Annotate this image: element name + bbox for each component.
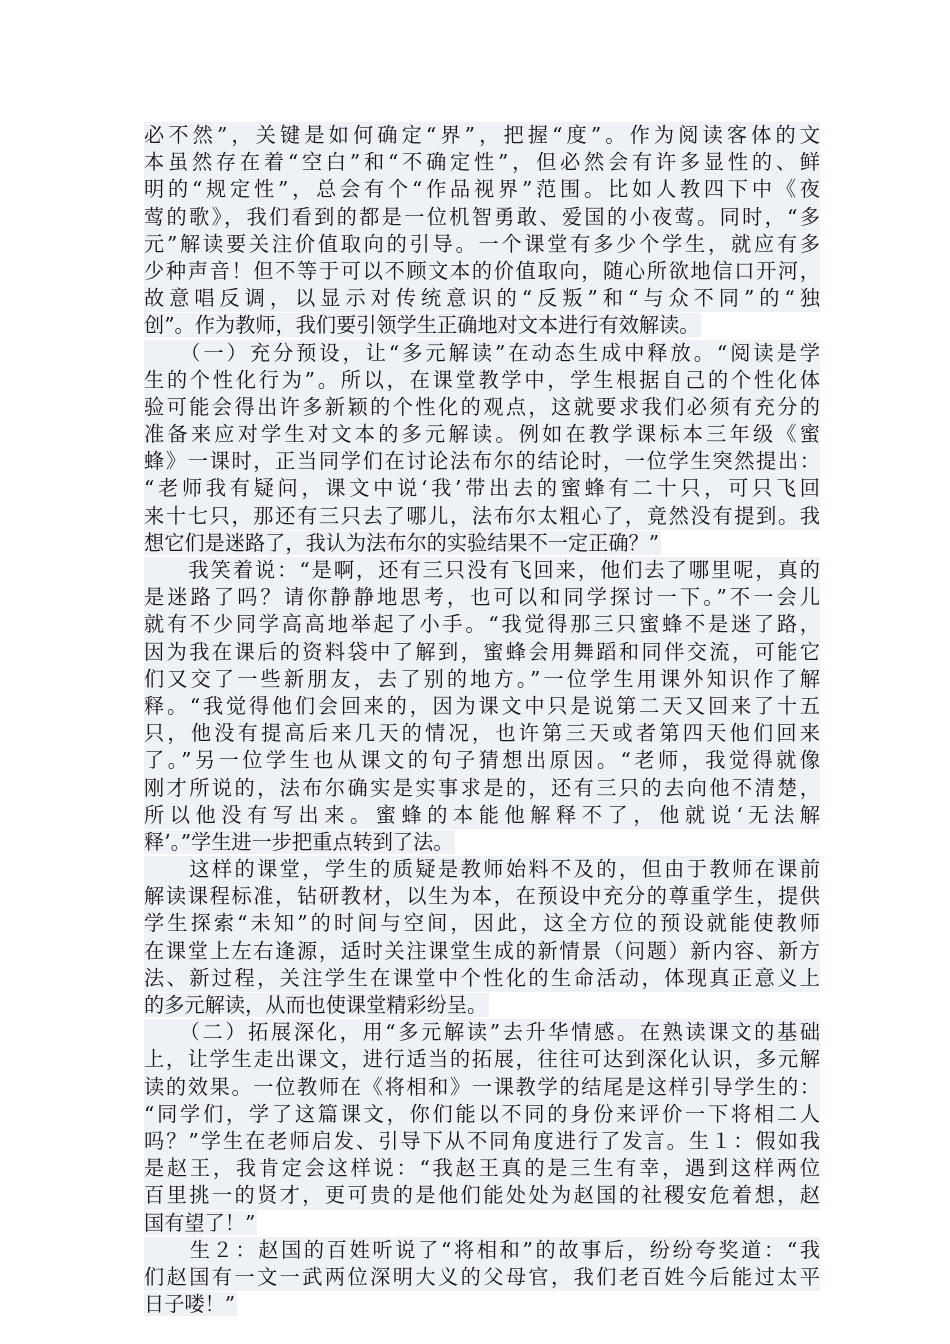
text-line <box>144 340 820 367</box>
text-line <box>144 611 820 638</box>
text-line-content: 元”解读要关注价值取向的引导。一个课堂有多少个学生，就应有多 <box>144 231 820 258</box>
text-line <box>144 747 820 774</box>
text-line <box>144 448 820 475</box>
text-line <box>144 557 820 584</box>
text-line <box>144 829 820 856</box>
text-line <box>144 1237 820 1264</box>
text-line-content: 读的效果。一位教师在《将相和》一课教学的结尾是这样引导学生的： <box>144 1074 820 1101</box>
text-line-content: 百里挑一的贤才，更可贵的是他们能处处为赵国的社稷安危着想，赵 <box>144 1182 820 1209</box>
text-line-content: 上，让学生走出课文，进行适当的拓展，往往可达到深化认识，多元解 <box>144 1046 820 1073</box>
text-line <box>144 530 820 557</box>
text-line-content: 们赵国有一文一武两位深明大义的父母官，我们老百姓今后能过太平 <box>144 1264 820 1291</box>
text-line-content: “同学们，学了这篇课文，你们能以不同的身份来评价一下将相二人 <box>144 1101 820 1128</box>
text-line <box>144 204 820 231</box>
text-line-content: 本虽然存在着“空白”和“不确定性”，但必然会有许多显性的、鲜 <box>144 149 820 176</box>
text-line-content: 准备来应对学生对文本的多元解读。例如在教学课标本三年级《蜜 <box>144 421 820 448</box>
text-line-content: 所以他没有写出来。蜜蜂的本能他解释不了，他就说‘无法解 <box>144 802 820 829</box>
text-line-content: （一）充分预设，让“多元解读”在动态生成中释放。“阅读是学 <box>144 340 820 367</box>
text-line <box>144 1074 820 1101</box>
text-line-content: 们又交了一些新朋友，去了别的地方。”一位学生用课外知识作了解 <box>144 666 820 693</box>
text-line <box>144 122 820 149</box>
text-line-content: 吗？”学生在老师启发、引导下从不同角度进行了发言。生１：假如我 <box>144 1128 820 1155</box>
text-line <box>144 1210 820 1237</box>
document-body <box>144 122 820 1318</box>
text-line <box>144 910 820 937</box>
text-line-content: 验可能会得出许多新颖的个性化的观点，这就要求我们必须有充分的 <box>144 394 820 421</box>
text-line <box>144 639 820 666</box>
text-line-content: 想它们是迷路了，我认为法布尔的实验结果不一定正确？” <box>144 530 660 555</box>
text-line-content: 在课堂上左右逢源，适时关注课堂生成的新情景（问题）新内容、新方 <box>144 938 820 965</box>
text-line-content: 是赵王，我肯定会这样说：“我赵王真的是三生有幸，遇到这样两位 <box>144 1155 820 1182</box>
text-line-content: 日子喽！” <box>144 1292 236 1317</box>
text-line-content: 少种声音！但不等于可以不顾文本的价值取向，随心所欲地信口开河， <box>144 258 820 285</box>
text-line-content: 来十七只，那还有三只去了哪儿，法布尔太粗心了，竟然没有提到。我 <box>144 503 820 530</box>
text-line <box>144 149 820 176</box>
text-line-content: 因为我在课后的资料袋中了解到，蜜蜂会用舞蹈和同伴交流，可能它 <box>144 639 820 666</box>
text-line <box>144 802 820 829</box>
text-line-content: （二）拓展深化，用“多元解读”去升华情感。在熟读课文的基础 <box>144 1019 820 1046</box>
text-line-content: 的多元解读，从而也使课堂精彩纷呈。 <box>144 993 488 1017</box>
text-line <box>144 1019 820 1046</box>
text-line <box>144 883 820 910</box>
text-line-content: 故意唱反调，以显示对传统意识的“反叛”和“与众不同”的“独 <box>144 285 820 312</box>
text-line-content: 创”。作为教师，我们要引领学生正确地对文本进行有效解读。 <box>144 313 700 338</box>
text-line-content: 生的个性化行为”。所以，在课堂教学中，学生根据自己的个性化体 <box>144 367 820 394</box>
text-line-content: 解读课程标准，钻研教材，以生为本，在预设中充分的尊重学生，提供 <box>144 883 820 910</box>
text-line <box>144 666 820 693</box>
text-line <box>144 1182 820 1209</box>
text-line <box>144 992 820 1019</box>
text-line <box>144 856 820 883</box>
text-line-content: “老师我有疑问，课文中说‘我’带出去的蜜蜂有二十只，可只飞回 <box>144 475 820 502</box>
text-line <box>144 394 820 421</box>
text-line <box>144 965 820 992</box>
text-line-content: 学生探索“未知”的时间与空间，因此，这全方位的预设就能使教师 <box>144 910 820 937</box>
text-line <box>144 1155 820 1182</box>
text-line <box>144 1046 820 1073</box>
text-line <box>144 1264 820 1291</box>
text-line <box>144 1291 820 1318</box>
text-line-content: 就有不少同学高高地举起了小手。“我觉得那三只蜜蜂不是迷了路， <box>144 611 820 638</box>
text-line-content: 释。“我觉得他们会回来的，因为课文中只是说第二天又回来了十五 <box>144 693 820 720</box>
text-line-content: 法、新过程，关注学生在课堂中个性化的生命活动，体现真正意义上 <box>144 965 820 992</box>
text-line <box>144 312 820 339</box>
text-line-content: 生２：赵国的百姓听说了“将相和”的故事后，纷纷夸奖道：“我 <box>144 1237 820 1264</box>
text-line <box>144 584 820 611</box>
text-line-content: 明的“规定性”，总会有个“作品视界”范围。比如人教四下中《夜 <box>144 176 820 203</box>
text-line-content: 刚才所说的，法布尔确实是实事求是的，还有三只的去向他不清楚， <box>144 775 820 802</box>
text-line <box>144 693 820 720</box>
text-line <box>144 231 820 258</box>
text-line <box>144 258 820 285</box>
text-line-content: 我笑着说：“是啊，还有三只没有飞回来，他们去了哪里呢，真的 <box>144 557 820 584</box>
text-line <box>144 1101 820 1128</box>
text-line-content: 必不然”，关键是如何确定“界”，把握“度”。作为阅读客体的文 <box>144 122 820 149</box>
text-line-content: 莺的歌》，我们看到的都是一位机智勇敢、爱国的小夜莺。同时，“多 <box>144 204 820 231</box>
text-line <box>144 503 820 530</box>
text-line <box>144 421 820 448</box>
text-line <box>144 475 820 502</box>
text-line <box>144 285 820 312</box>
text-line <box>144 938 820 965</box>
text-line-content: 释’。”学生进一步把重点转到了法。 <box>144 829 454 854</box>
text-line-content: 国有望了！” <box>144 1210 256 1235</box>
text-line <box>144 367 820 394</box>
text-line-content: 只，他没有提高后来几天的情况，也许第三天或者第四天他们回来 <box>144 720 820 747</box>
text-line <box>144 720 820 747</box>
text-line <box>144 1128 820 1155</box>
text-line-content: 蜂》一课时，正当同学们在讨论法布尔的结论时，一位学生突然提出： <box>144 448 820 475</box>
text-line-content: 了。”另一位学生也从课文的句子猜想出原因。“老师，我觉得就像 <box>144 747 820 774</box>
text-line-content: 这样的课堂，学生的质疑是教师始料不及的，但由于教师在课前 <box>144 856 820 883</box>
text-line-content: 是迷路了吗？请你静静地思考，也可以和同学探讨一下。”不一会儿 <box>144 584 820 611</box>
text-line <box>144 176 820 203</box>
text-line <box>144 775 820 802</box>
